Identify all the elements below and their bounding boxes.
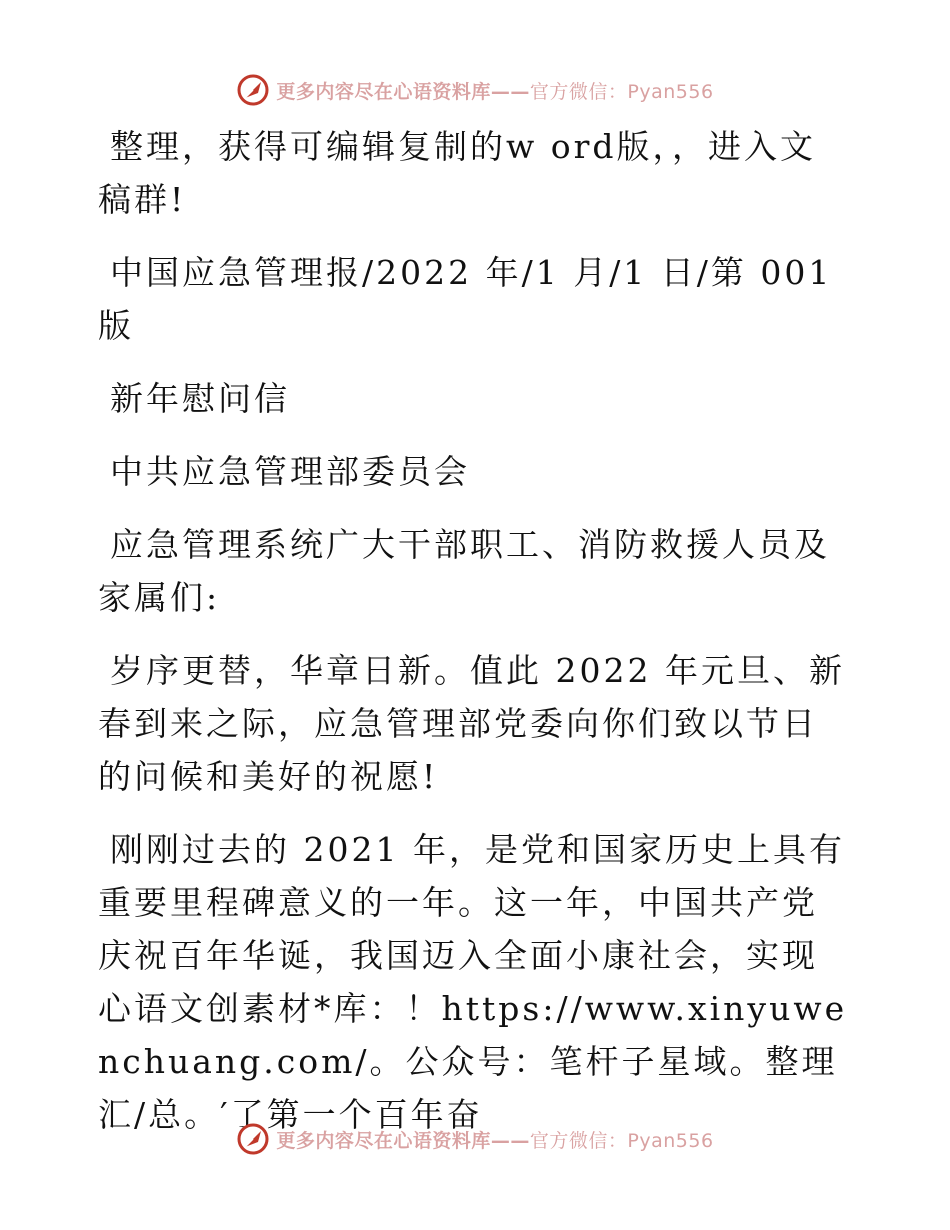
header-watermark-banner <box>0 70 950 110</box>
paragraph-source: 中国应急管理报/2022 年/1 月/1 日/第 001 版 <box>98 253 846 345</box>
quill-logo-icon <box>236 73 270 107</box>
footer-watermark-banner <box>0 1119 950 1159</box>
document-title: 新年慰问信 <box>110 379 290 418</box>
banner-text <box>276 77 713 104</box>
banner-main-text: 更多内容尽在心语资料库—— <box>276 80 530 103</box>
banner-wechat-label: 官方微信：Pyan556 <box>529 1129 714 1152</box>
banner-text <box>276 1126 713 1153</box>
salutation: 应急管理系统广大干部职工、消防救援人员及家属们: <box>98 525 830 617</box>
quill-logo-icon <box>236 1122 270 1156</box>
document-author: 中共应急管理部委员会 <box>110 452 470 491</box>
paragraph-intro: 整理，获得可编辑复制的w ord版，，进入文稿群! <box>98 127 817 219</box>
banner-main-text: 更多内容尽在心语资料库—— <box>276 1129 530 1152</box>
document-body <box>98 120 850 1141</box>
paragraph-greeting: 岁序更替，华章日新。值此 2022 年元旦、新春到来之际，应急管理部党委向你们致以节日的问候和美好的祝愿! <box>98 651 845 796</box>
banner-wechat-label: 官方微信：Pyan556 <box>529 80 714 103</box>
paragraph-review: 刚刚过去的 2021 年，是党和国家历史上具有重要里程碑意义的一年。这一年，中国共产党庆祝百年华诞，我国迈入全面小康社会，实现心语文创素材*库：！https://www.xinyuwenchuang.com/。公众号：笔杆子星域。整理汇/总。′了第一个百年奋 <box>98 830 848 1134</box>
